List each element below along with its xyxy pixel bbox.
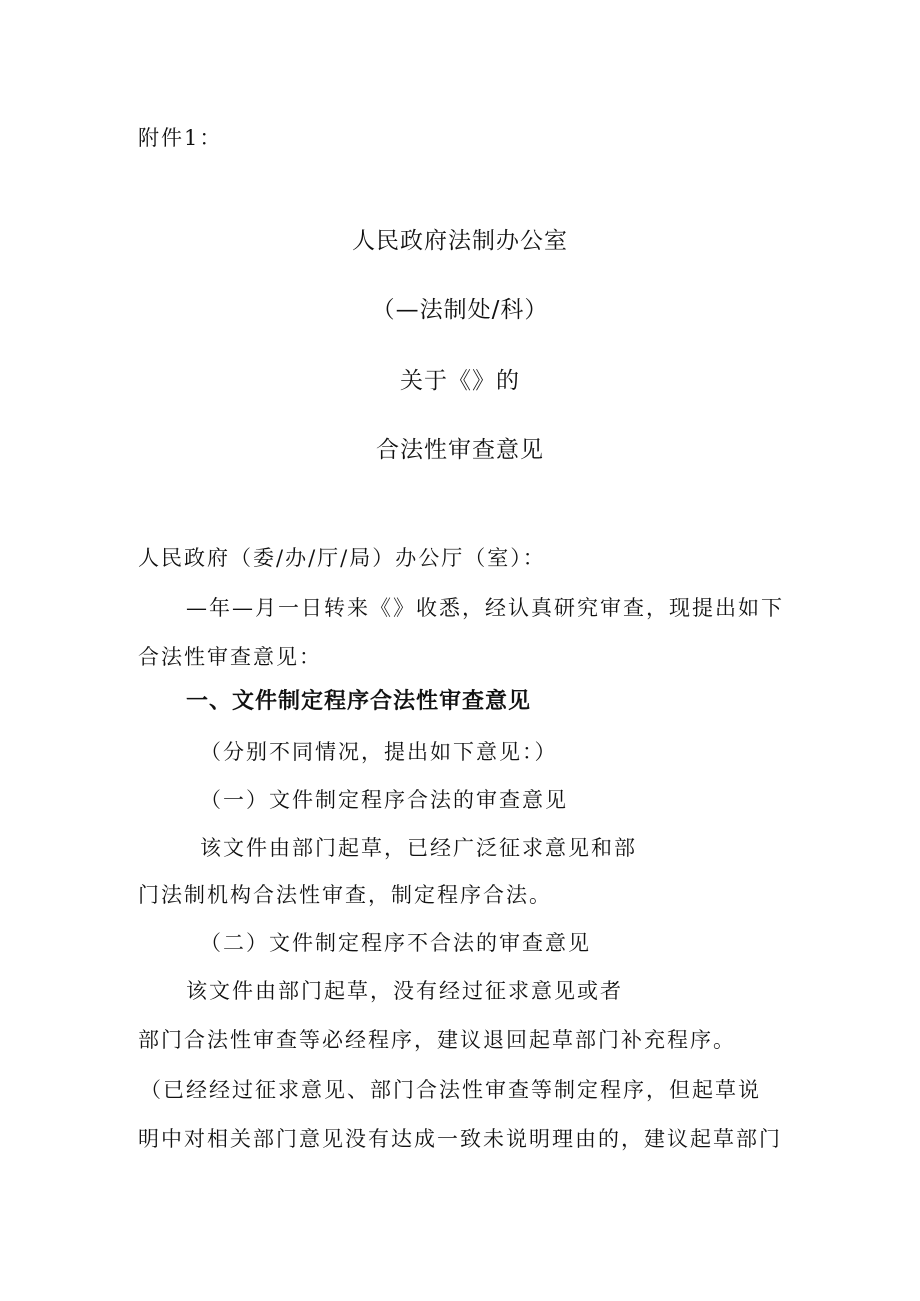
title-line-1: 人民政府法制办公室 <box>352 228 568 254</box>
sub-1-para-line-1: 该文件由部门起草，已经广泛征求意见和部 <box>200 836 637 860</box>
para-3-line-1: （已经经过征求意见、部门合法性审查等制定程序，但起草说 <box>140 1078 761 1102</box>
sub-2-heading: （二）文件制定程序不合法的审查意见 <box>200 931 591 955</box>
intro-line-1: —年—月一日转来《》收悉，经认真研究审查，现提出如下 <box>186 596 784 620</box>
sub-1-para-line-2: 门法制机构合法性审查，制定程序合法。 <box>138 883 552 907</box>
sub-1-heading: （一）文件制定程序合法的审查意见 <box>200 788 568 812</box>
intro-line-2: 合法性审查意见： <box>138 645 322 669</box>
title-line-3: 关于《》的 <box>400 368 520 394</box>
section-1-heading: 一、文件制定程序合法性审查意见 <box>186 689 532 714</box>
sub-2-para-line-1: 该文件由部门起草，没有经过征求意见或者 <box>186 979 623 1003</box>
addressee: 人民政府（委/办/厅/局）办公厅（室）： <box>138 546 546 570</box>
title-line-4: 合法性审查意见 <box>376 437 544 463</box>
sub-2-para-line-2: 部门合法性审查等必经程序，建议退回起草部门补充程序。 <box>138 1028 736 1052</box>
attachment-label: 附件1： <box>138 126 223 150</box>
para-3-line-2: 明中对相关部门意见没有达成一致未说明理由的，建议起草部门 <box>138 1127 782 1151</box>
title-line-2: （—法制处/科） <box>371 297 549 323</box>
note-cases: （分别不同情况，提出如下意见：） <box>200 740 558 764</box>
